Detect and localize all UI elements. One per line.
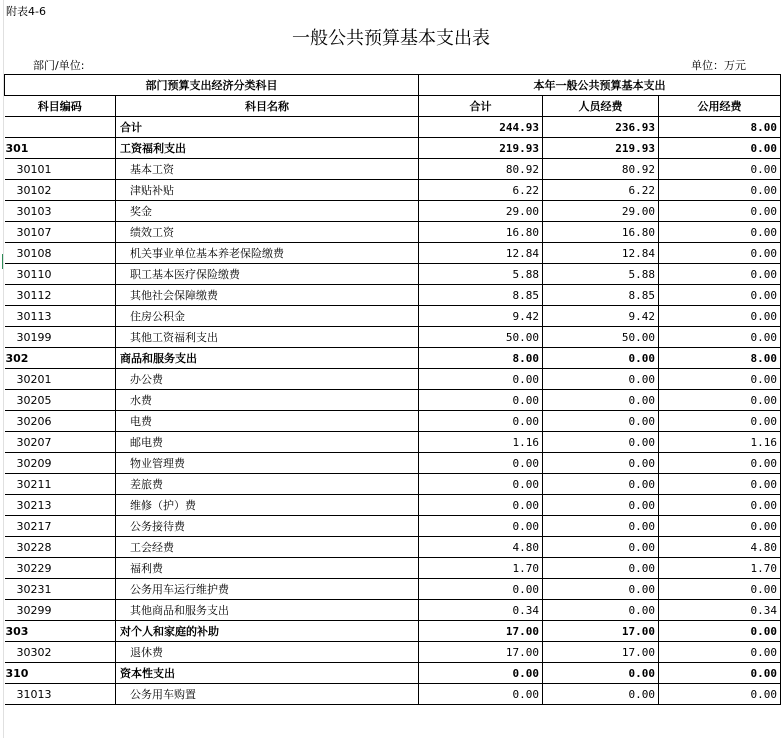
group-header-right: 本年一般公共预算基本支出 xyxy=(419,75,781,96)
row-total: 16.80 xyxy=(419,222,543,243)
row-code: 303 xyxy=(5,621,116,642)
row-personnel: 0.00 xyxy=(543,390,659,411)
row-total: 219.93 xyxy=(419,138,543,159)
row-name: 物业管理费 xyxy=(116,453,419,474)
col-header-code: 科目编码 xyxy=(5,96,116,117)
row-total: 0.00 xyxy=(419,453,543,474)
row-total: 0.00 xyxy=(419,663,543,684)
row-code: 30112 xyxy=(5,285,116,306)
row-name: 公务接待费 xyxy=(116,516,419,537)
row-personnel: 17.00 xyxy=(543,621,659,642)
row-total: 0.00 xyxy=(419,390,543,411)
row-personnel: 0.00 xyxy=(543,369,659,390)
row-code: 30110 xyxy=(5,264,116,285)
row-total: 6.22 xyxy=(419,180,543,201)
row-total: 80.92 xyxy=(419,159,543,180)
row-name: 维修（护）费 xyxy=(116,495,419,516)
row-name: 公务用车购置 xyxy=(116,684,419,705)
row-code: 30207 xyxy=(5,432,116,453)
row-name: 其他商品和服务支出 xyxy=(116,600,419,621)
row-total: 0.00 xyxy=(419,411,543,432)
row-code: 30108 xyxy=(5,243,116,264)
row-name: 公务用车运行维护费 xyxy=(116,579,419,600)
row-public: 0.00 xyxy=(659,285,781,306)
total-personnel: 236.93 xyxy=(543,117,659,138)
col-header-name: 科目名称 xyxy=(116,96,419,117)
row-code: 310 xyxy=(5,663,116,684)
row-code: 30103 xyxy=(5,201,116,222)
row-code: 31013 xyxy=(5,684,116,705)
row-total: 4.80 xyxy=(419,537,543,558)
row-name: 其他工资福利支出 xyxy=(116,327,419,348)
row-code: 302 xyxy=(5,348,116,369)
row-total: 1.16 xyxy=(419,432,543,453)
row-personnel: 0.00 xyxy=(543,495,659,516)
table-row xyxy=(5,537,781,558)
row-personnel: 0.00 xyxy=(543,516,659,537)
row-name: 商品和服务支出 xyxy=(116,348,419,369)
table-row xyxy=(5,285,781,306)
row-code: 30302 xyxy=(5,642,116,663)
row-code: 30228 xyxy=(5,537,116,558)
row-public: 0.00 xyxy=(659,222,781,243)
row-code: 301 xyxy=(5,138,116,159)
row-personnel: 0.00 xyxy=(543,348,659,369)
row-name: 办公费 xyxy=(116,369,419,390)
row-public: 0.00 xyxy=(659,453,781,474)
row-code: 30205 xyxy=(5,390,116,411)
category-row xyxy=(5,138,781,159)
row-code: 30113 xyxy=(5,306,116,327)
category-row xyxy=(5,663,781,684)
row-public: 0.00 xyxy=(659,369,781,390)
table-row xyxy=(5,558,781,579)
row-code: 30209 xyxy=(5,453,116,474)
row-name: 工资福利支出 xyxy=(116,138,419,159)
row-personnel: 8.85 xyxy=(543,285,659,306)
table-row xyxy=(5,474,781,495)
row-public: 4.80 xyxy=(659,537,781,558)
row-public: 0.00 xyxy=(659,663,781,684)
row-personnel: 0.00 xyxy=(543,474,659,495)
table-row xyxy=(5,516,781,537)
row-total: 0.00 xyxy=(419,684,543,705)
table-row xyxy=(5,684,781,705)
category-row xyxy=(5,621,781,642)
row-public: 0.00 xyxy=(659,327,781,348)
row-public: 0.00 xyxy=(659,621,781,642)
row-public: 0.00 xyxy=(659,201,781,222)
row-code: 30201 xyxy=(5,369,116,390)
row-name: 退休费 xyxy=(116,642,419,663)
row-personnel: 16.80 xyxy=(543,222,659,243)
row-personnel: 12.84 xyxy=(543,243,659,264)
row-name: 水费 xyxy=(116,390,419,411)
row-code: 30213 xyxy=(5,495,116,516)
row-public: 0.00 xyxy=(659,264,781,285)
row-code: 30199 xyxy=(5,327,116,348)
table-row xyxy=(5,579,781,600)
row-personnel: 9.42 xyxy=(543,306,659,327)
row-public: 0.00 xyxy=(659,474,781,495)
col-header-total: 合计 xyxy=(419,96,543,117)
row-personnel: 5.88 xyxy=(543,264,659,285)
row-name: 基本工资 xyxy=(116,159,419,180)
table-row xyxy=(5,306,781,327)
row-public: 0.00 xyxy=(659,159,781,180)
total-public: 8.00 xyxy=(659,117,781,138)
row-code: 30101 xyxy=(5,159,116,180)
row-personnel: 0.00 xyxy=(543,453,659,474)
row-total: 12.84 xyxy=(419,243,543,264)
row-code: 30107 xyxy=(5,222,116,243)
category-row xyxy=(5,348,781,369)
col-header-personnel: 人员经费 xyxy=(543,96,659,117)
table-row xyxy=(5,390,781,411)
row-name: 邮电费 xyxy=(116,432,419,453)
row-code: 30229 xyxy=(5,558,116,579)
row-total: 9.42 xyxy=(419,306,543,327)
row-code: 30299 xyxy=(5,600,116,621)
row-code: 30102 xyxy=(5,180,116,201)
row-personnel: 219.93 xyxy=(543,138,659,159)
row-personnel: 29.00 xyxy=(543,201,659,222)
row-total: 17.00 xyxy=(419,621,543,642)
group-header-left: 部门预算支出经济分类科目 xyxy=(5,75,419,96)
budget-table xyxy=(4,74,781,705)
row-name: 津贴补贴 xyxy=(116,180,419,201)
row-total: 0.00 xyxy=(419,474,543,495)
row-total: 0.34 xyxy=(419,600,543,621)
row-code: 30211 xyxy=(5,474,116,495)
row-total: 8.00 xyxy=(419,348,543,369)
row-name: 绩效工资 xyxy=(116,222,419,243)
row-personnel: 0.00 xyxy=(543,537,659,558)
row-personnel: 0.00 xyxy=(543,600,659,621)
row-total: 8.85 xyxy=(419,285,543,306)
table-column-header-row xyxy=(5,96,781,117)
total-name: 合计 xyxy=(116,117,419,138)
row-public: 0.00 xyxy=(659,306,781,327)
attachment-label: 附表4-6 xyxy=(6,5,46,18)
row-name: 差旅费 xyxy=(116,474,419,495)
table-row xyxy=(5,411,781,432)
row-total: 29.00 xyxy=(419,201,543,222)
row-public: 0.34 xyxy=(659,600,781,621)
row-personnel: 6.22 xyxy=(543,180,659,201)
row-public: 0.00 xyxy=(659,390,781,411)
table-row xyxy=(5,222,781,243)
row-name: 资本性支出 xyxy=(116,663,419,684)
row-total: 1.70 xyxy=(419,558,543,579)
row-public: 0.00 xyxy=(659,579,781,600)
table-row xyxy=(5,264,781,285)
row-public: 1.70 xyxy=(659,558,781,579)
row-personnel: 0.00 xyxy=(543,579,659,600)
row-name: 住房公积金 xyxy=(116,306,419,327)
row-public: 0.00 xyxy=(659,684,781,705)
row-personnel: 80.92 xyxy=(543,159,659,180)
total-row xyxy=(5,117,781,138)
row-code: 30206 xyxy=(5,411,116,432)
row-name: 其他社会保障缴费 xyxy=(116,285,419,306)
row-name: 奖金 xyxy=(116,201,419,222)
table-row xyxy=(5,201,781,222)
row-public: 1.16 xyxy=(659,432,781,453)
row-total: 50.00 xyxy=(419,327,543,348)
table-row xyxy=(5,369,781,390)
row-personnel: 0.00 xyxy=(543,411,659,432)
row-code: 30217 xyxy=(5,516,116,537)
row-total: 0.00 xyxy=(419,579,543,600)
row-public: 0.00 xyxy=(659,180,781,201)
row-total: 17.00 xyxy=(419,642,543,663)
row-public: 0.00 xyxy=(659,495,781,516)
row-personnel: 50.00 xyxy=(543,327,659,348)
row-total: 0.00 xyxy=(419,369,543,390)
table-row xyxy=(5,642,781,663)
row-name: 工会经费 xyxy=(116,537,419,558)
row-public: 0.00 xyxy=(659,411,781,432)
row-public: 0.00 xyxy=(659,138,781,159)
table-row xyxy=(5,180,781,201)
table-row xyxy=(5,243,781,264)
table-row xyxy=(5,453,781,474)
row-personnel: 0.00 xyxy=(543,663,659,684)
row-name: 机关事业单位基本养老保险缴费 xyxy=(116,243,419,264)
unit-label: 单位：万元 xyxy=(691,59,746,72)
row-personnel: 0.00 xyxy=(543,684,659,705)
table-row xyxy=(5,327,781,348)
row-public: 0.00 xyxy=(659,642,781,663)
col-header-public: 公用经费 xyxy=(659,96,781,117)
row-total: 0.00 xyxy=(419,516,543,537)
row-personnel: 0.00 xyxy=(543,558,659,579)
row-personnel: 0.00 xyxy=(543,432,659,453)
table-row xyxy=(5,495,781,516)
row-personnel: 17.00 xyxy=(543,642,659,663)
selected-row-marker xyxy=(2,254,3,269)
row-public: 8.00 xyxy=(659,348,781,369)
table-row xyxy=(5,159,781,180)
table-group-header-row xyxy=(5,75,781,96)
table-row xyxy=(5,600,781,621)
row-public: 0.00 xyxy=(659,243,781,264)
page-title: 一般公共预算基本支出表 xyxy=(292,28,490,49)
total-code xyxy=(5,117,116,138)
row-name: 福利费 xyxy=(116,558,419,579)
row-name: 职工基本医疗保险缴费 xyxy=(116,264,419,285)
row-total: 5.88 xyxy=(419,264,543,285)
row-total: 0.00 xyxy=(419,495,543,516)
row-code: 30231 xyxy=(5,579,116,600)
row-name: 对个人和家庭的补助 xyxy=(116,621,419,642)
row-name: 电费 xyxy=(116,411,419,432)
table-row xyxy=(5,432,781,453)
total-total: 244.93 xyxy=(419,117,543,138)
department-label: 部门/单位: xyxy=(33,59,85,72)
row-public: 0.00 xyxy=(659,516,781,537)
